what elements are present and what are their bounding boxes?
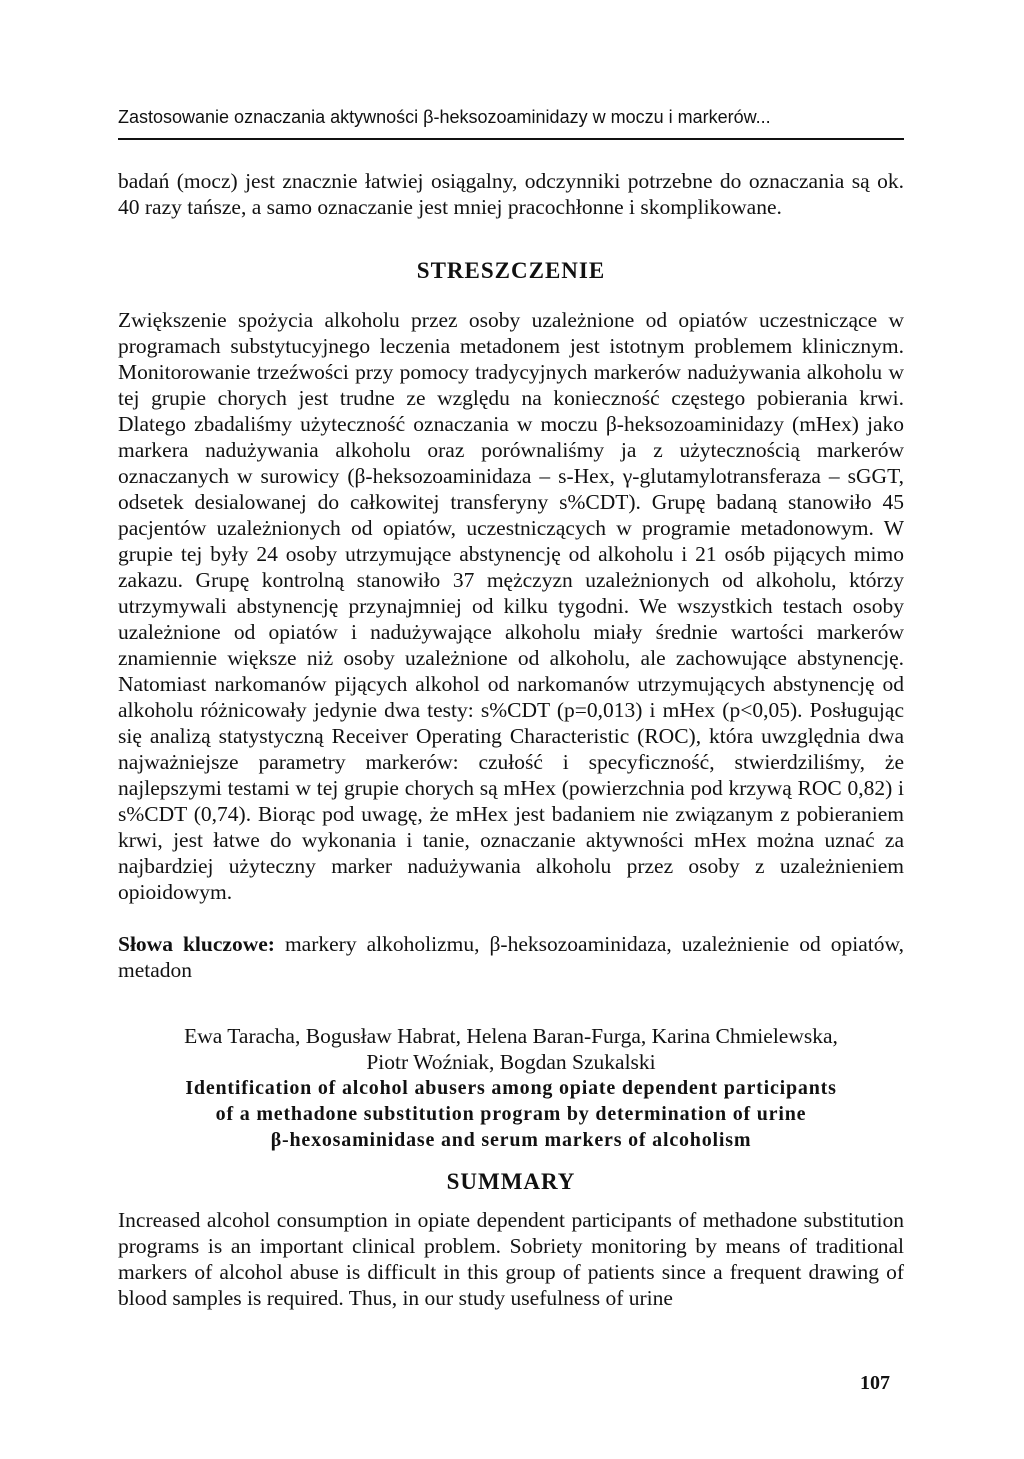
streszczenie-heading: STRESZCZENIE bbox=[416, 258, 606, 283]
english-title-line-3: β-hexosaminidase and serum markers of alcoholism bbox=[270, 1129, 752, 1151]
authors-line-2: Piotr Woźniak, Bogdan Szukalski bbox=[366, 1050, 656, 1074]
keywords-text: markery alkoholizmu, β-heksozoaminidaza, uzależnienie od opiatów, metadon bbox=[118, 932, 904, 982]
english-title bbox=[118, 1075, 904, 1153]
keywords-label: Słowa kluczowe: bbox=[118, 932, 275, 956]
summary-heading: SUMMARY bbox=[446, 1169, 576, 1194]
keywords bbox=[118, 931, 904, 983]
authors bbox=[118, 1023, 904, 1075]
summary-body: Increased alcohol consumption in opiate dependent participants of methadone substitution programs is an important clinical problem. Sobriety monitoring by means of traditional markers of alcohol abuse is difficult in this group of patients since a frequent drawing of blood samples is required. Thus, in our study usefulness of urine bbox=[118, 1208, 904, 1310]
english-title-line-2: of a methadone substitution program by determination of urine bbox=[215, 1103, 807, 1125]
running-head: Zastosowanie oznaczania aktywności β-heksozoaminidazy w moczu i markerów... bbox=[118, 106, 904, 140]
english-title-line-1: Identification of alcohol abusers among opiate dependent participants bbox=[185, 1077, 837, 1099]
intro-paragraph: badań (mocz) jest znacznie łatwiej osiągalny, odczynniki potrzebne do oznaczania są ok. 40 razy tańsze, a samo oznaczanie jest mniej pracochłonne i skomplikowane. bbox=[118, 169, 904, 219]
page-content bbox=[118, 106, 904, 1311]
authors-line-1: Ewa Taracha, Bogusław Habrat, Helena Baran-Furga, Karina Chmielewska, bbox=[184, 1024, 838, 1048]
streszczenie-body: Zwiększenie spożycia alkoholu przez osoby uzależnione od opiatów uczestniczące w programach substytucyjnego leczenia metadonem jest istotnym problemem klinicznym. Monitorowanie trzeźwości przy pomocy tradycyjnych markerów nadużywania alkoholu w tej grupie chorych jest trudne ze względu na konieczność częstego pobierania krwi. Dlatego zbadaliśmy użyteczność oznaczania w moczu β-heksozoaminidazy (mHex) jako markera nadużywania alkoholu oraz porównaliśmy ja z użytecznością markerów oznaczanych w surowicy (β-heksozoaminidaza – s-Hex, γ-glutamylotransferaza – sGGT, odsetek desialowanej do całkowitej transferyny s%CDT). Grupę badaną stanowiło 45 pacjentów uzależnionych od opiatów, uczestniczących w programie metadonowym. W grupie tej były 24 osoby utrzymujące abstynencję od alkoholu i 21 osób pijących mimo zakazu. Grupę kontrolną stanowiło 37 mężczyzn uzależnionych od alkoholu, którzy utrzymywali abstynencję przynajmniej od kilku tygodni. We wszystkich testach osoby uzależnione od opiatów i nadużywające alkoholu miały średnie wartości markerów znamiennie większe niż osoby uzależnione od alkoholu, ale zachowujące abstynencję. Natomiast narkomanów pijących alkohol od narkomanów utrzymujących abstynencję od alkoholu różnicowały jedynie dwa testy: s%CDT (p=0,013) i mHex (p<0,05). Posługując się analizą statystyczną Receiver Operating Characteristic (ROC), która uwzględnia dwa najważniejsze parametry markerów: czułość i specyficzność, stwierdziliśmy, że najlepszymi testami w tej grupie chorych są mHex (powierzchnia pod krzywą ROC 0,82) i s%CDT (0,74). Biorąc pod uwagę, że mHex jest badaniem nie związanym z pobieraniem krwi, jest łatwe do wykonania i tanie, oznaczanie aktywności mHex można uznać za najbardziej użyteczny marker nadużywania alkoholu przez osoby z uzależnieniem opioidowym. bbox=[118, 308, 904, 904]
page-number: 107 bbox=[860, 1372, 890, 1394]
